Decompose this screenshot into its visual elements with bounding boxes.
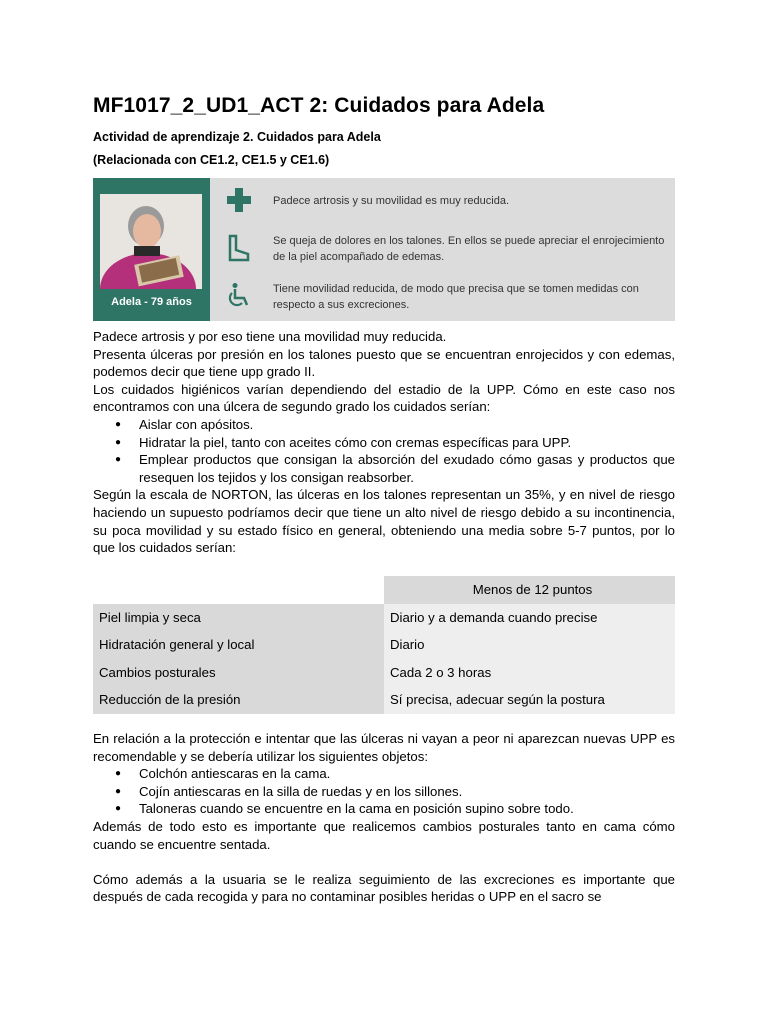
paragraph: Padece artrosis y por eso tiene una movilidad muy reducida. — [93, 329, 447, 344]
activity-subtitle: Actividad de aprendizaje 2. Cuidados para Adela — [93, 130, 381, 144]
table-row — [93, 686, 675, 714]
card-item-text: Padece artrosis y su movilidad es muy reducida. — [273, 195, 509, 207]
text-block-1 — [93, 328, 675, 557]
patient-photo-image — [100, 194, 202, 289]
table-cell: Diario — [384, 631, 675, 659]
page-title: MF1017_2_UD1_ACT 2: Cuidados para Adela — [93, 94, 545, 117]
paragraph: Cómo además a la usuaria se le realiza seguimiento de las excreciones es importante que después de cada recogida y para no contaminar posibles heridas o UPP en el sacro se — [93, 871, 675, 905]
table-header-empty — [93, 576, 384, 604]
foot-icon — [225, 234, 253, 262]
table-cell: Piel limpia y seca — [93, 604, 384, 632]
paragraph: Según la escala de NORTON, las úlceras en los talones representan un 35%, y en nivel de riesgo haciendo un supuesto podríamos decir que tiene un alto nivel de riesgo debido a su incontinencia, su poca movilidad y su estado físico en general, obteniendo una media sobre 5-7 puntos, por lo que los cuidados serían: — [93, 487, 675, 556]
list-item: ● Cojín antiescaras en la silla de ruedas y en los sillones. — [139, 783, 675, 801]
list-item: ● Emplear productos que consigan la absorción del exudado cómo gasas y productos que resequen los tejidos y los consigan reabsorber. — [139, 451, 675, 486]
hygiene-care-list — [93, 416, 675, 486]
table-cell: Diario y a demanda cuando precise — [384, 604, 675, 632]
table-header-row — [93, 576, 675, 604]
table-header: Menos de 12 puntos — [384, 576, 675, 604]
medical-cross-icon — [225, 186, 253, 214]
patient-name: Adela - 79 años — [111, 296, 192, 308]
paragraph: Los cuidados higiénicos varían dependiendo del estadio de la UPP. Cómo en este caso nos encontramos con una úlcera de segundo grado los cuidados serían: — [93, 381, 675, 415]
related-criteria: (Relacionada con CE1.2, CE1.5 y CE1.6) — [93, 153, 330, 167]
patient-panel — [93, 178, 210, 321]
card-item-text: Tiene movilidad reducida, de modo que precisa que se tomen medidas con respecto a sus excreciones. — [273, 283, 639, 311]
paragraph: Además de todo esto es importante que realicemos cambios posturales tanto en cama cómo cuando se encuentre sentada. — [93, 818, 675, 852]
table-cell: Sí precisa, adecuar según la postura — [384, 686, 675, 714]
list-item: ● Hidratar la piel, tanto con aceites cómo con cremas específicas para UPP. — [139, 434, 675, 452]
paragraph: Presenta úlceras por presión en los talones puesto que se encuentran enrojecidos y con edemas, podemos decir que tiene upp grado II. — [93, 346, 675, 380]
card-item-text: Se queja de dolores en los talones. En ellos se puede apreciar el enrojecimiento de la piel acompañado de edemas. — [273, 235, 665, 263]
table-row — [93, 659, 675, 687]
table-row — [93, 604, 675, 632]
patient-card — [93, 178, 675, 321]
protection-list — [93, 765, 675, 818]
table-row — [93, 631, 675, 659]
table-cell: Reducción de la presión — [93, 686, 384, 714]
wheelchair-icon — [225, 282, 253, 310]
patient-photo — [100, 194, 202, 289]
list-item: ● Aislar con apósitos. — [139, 416, 675, 434]
care-table — [93, 576, 675, 714]
table-cell: Cambios posturales — [93, 659, 384, 687]
blank-line — [93, 853, 675, 871]
paragraph: En relación a la protección e intentar que las úlceras ni vayan a peor ni aparezcan nuevas UPP es recomendable y se debería utilizar los siguientes objetos: — [93, 731, 675, 764]
list-item: ● Colchón antiescaras en la cama. — [139, 765, 675, 783]
text-block-2 — [93, 730, 675, 906]
list-item: ● Taloneras cuando se encuentre en la cama en posición supino sobre todo. — [139, 800, 675, 818]
table-cell: Cada 2 o 3 horas — [384, 659, 675, 687]
table-cell: Hidratación general y local — [93, 631, 384, 659]
